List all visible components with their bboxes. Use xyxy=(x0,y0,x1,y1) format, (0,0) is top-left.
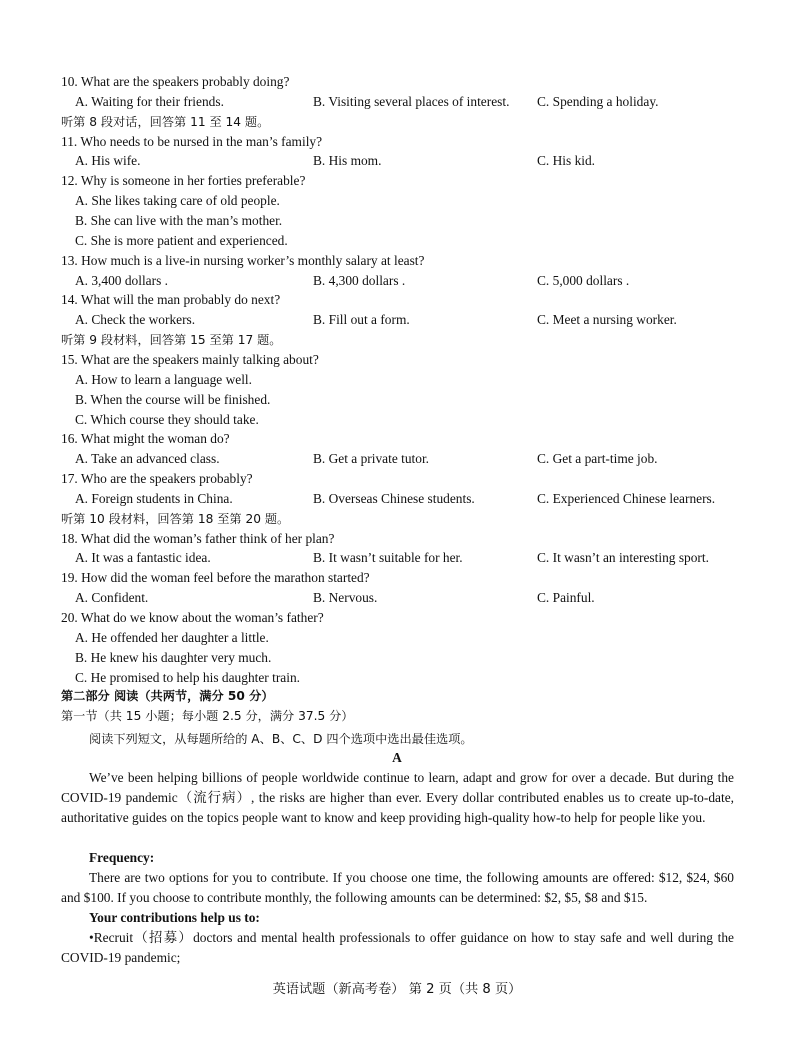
options-row xyxy=(0,449,794,469)
options-row xyxy=(0,489,794,509)
options-row xyxy=(0,548,794,568)
answer-option: C. His kid. xyxy=(537,153,596,169)
question-stem: 13. How much is a live-in nursing worker’s monthly salary at least? xyxy=(61,252,425,268)
section-instruction-line xyxy=(0,330,794,350)
question-stem-line xyxy=(0,72,794,92)
question-stem-line xyxy=(0,132,794,152)
options-row xyxy=(0,410,794,430)
contributions-heading: Your contributions help us to: xyxy=(89,910,260,925)
contribution-bullet-1: •Recruit（招募）doctors and mental health professionals to offer guidance on how to stay safe and well during the COVID-19 pandemic; xyxy=(61,930,734,965)
answer-option: A. Take an advanced class. xyxy=(75,451,220,467)
answer-option: B. It wasn’t suitable for her. xyxy=(313,550,463,566)
directions-line xyxy=(0,729,794,749)
answer-option: B. Overseas Chinese students. xyxy=(313,490,475,506)
passage-paragraph-2: There are two options for you to contribute. If you choose one time, the following amounts are offered: $12, $24, $60 and $100. If you choose to contribute monthly, the following amounts can be determined: $2, $5, $8 and $15. xyxy=(61,870,734,905)
part2-title: 第二部分 阅读（共两节，满分 50 分） xyxy=(61,689,274,703)
answer-option: B. Fill out a form. xyxy=(313,312,410,328)
options-row xyxy=(0,211,794,231)
frequency-heading: Frequency: xyxy=(89,850,155,865)
options-row xyxy=(0,231,794,251)
options-row xyxy=(0,628,794,648)
section-instruction: 听第 9 段材料，回答第 15 至第 17 题。 xyxy=(61,333,282,348)
reading-directions: 阅读下列短文，从每题所给的 A、B、C、D 四个选项中选出最佳选项。 xyxy=(89,732,473,746)
question-stem: 16. What might the woman do? xyxy=(61,431,230,447)
question-stem: 18. What did the woman’s father think of her plan? xyxy=(61,530,335,546)
answer-option: B. When the course will be finished. xyxy=(75,391,271,407)
section-instruction-line xyxy=(0,509,794,529)
question-stem-line xyxy=(0,568,794,588)
answer-option: A. How to learn a language well. xyxy=(75,371,252,387)
question-stem-line xyxy=(0,171,794,191)
question-stem-line xyxy=(0,350,794,370)
question-stem: 10. What are the speakers probably doing? xyxy=(61,74,290,89)
options-row xyxy=(0,92,794,112)
question-stem-line xyxy=(0,469,794,489)
answer-option: A. Foreign students in China. xyxy=(75,490,233,506)
options-row xyxy=(0,370,794,390)
answer-option: A. His wife. xyxy=(75,153,141,169)
question-stem: 17. Who are the speakers probably? xyxy=(61,471,253,486)
question-stem-line xyxy=(0,251,794,271)
answer-option: C. Get a part-time job. xyxy=(537,451,658,467)
question-stem: 14. What will the man probably do next? xyxy=(61,292,281,308)
answer-option: C. Spending a holiday. xyxy=(537,93,659,109)
passage-paragraph-1: We’ve been helping billions of people worldwide continue to learn, adapt and grow for over a decade. But during the COVID-19 pandemic（流行病）, the risks are higher than ever. Every dollar contributed enables us to create up-to-date, authoritative guides on the topics people want to know and keep providing high-quality how-to help for people like you. xyxy=(61,770,734,825)
answer-option: A. It was a fantastic idea. xyxy=(75,550,211,566)
options-row xyxy=(0,390,794,410)
answer-option: B. His mom. xyxy=(313,153,382,169)
options-row xyxy=(0,271,794,291)
section1-info: 第一节（共 15 小题；每小题 2.5 分，满分 37.5 分） xyxy=(61,709,354,723)
page-footer: 英语试题（新高考卷） 第 2 页（共 8 页） xyxy=(272,982,522,997)
answer-option: B. She can live with the man’s mother. xyxy=(75,212,283,228)
section-instruction: 听第 8 段对话，回答第 11 至 14 题。 xyxy=(61,114,270,129)
answer-option: A. He offended her daughter a little. xyxy=(75,629,269,645)
options-row xyxy=(0,151,794,171)
part2-title-line xyxy=(0,686,794,706)
answer-option: C. She is more patient and experienced. xyxy=(75,232,288,248)
answer-option: A. She likes taking care of old people. xyxy=(75,193,280,209)
answer-option: C. 5,000 dollars . xyxy=(537,272,630,288)
answer-option: A. Check the workers. xyxy=(75,312,196,328)
options-row xyxy=(0,648,794,668)
options-row xyxy=(0,191,794,211)
question-stem: 11. Who needs to be nursed in the man’s family? xyxy=(61,133,323,149)
answer-option: C. Experienced Chinese learners. xyxy=(537,490,716,506)
answer-option: B. Get a private tutor. xyxy=(313,451,430,467)
answer-option: C. It wasn’t an interesting sport. xyxy=(537,550,709,566)
section-instruction-line xyxy=(0,112,794,132)
question-stem: 20. What do we know about the woman’s father? xyxy=(61,610,324,625)
section1-line xyxy=(0,706,794,726)
options-row xyxy=(0,310,794,330)
options-row xyxy=(0,668,794,688)
section-instruction: 听第 10 段材料，回答第 18 至第 20 题。 xyxy=(61,511,290,526)
passage-label: A xyxy=(392,750,402,765)
question-stem-line xyxy=(0,290,794,310)
answer-option: C. Painful. xyxy=(537,590,595,606)
answer-option: A. Waiting for their friends. xyxy=(75,93,224,109)
question-stem: 15. What are the speakers mainly talking about? xyxy=(61,351,319,367)
answer-option: A. Confident. xyxy=(75,590,149,606)
question-stem: 12. Why is someone in her forties preferable? xyxy=(61,173,306,189)
answer-option: B. He knew his daughter very much. xyxy=(75,649,272,665)
answer-option: A. 3,400 dollars . xyxy=(75,272,168,288)
answer-option: B. 4,300 dollars . xyxy=(313,272,406,288)
options-row xyxy=(0,588,794,608)
question-stem: 19. How did the woman feel before the marathon started? xyxy=(61,570,370,586)
answer-option: C. Which course they should take. xyxy=(75,411,259,427)
answer-option: B. Nervous. xyxy=(313,590,378,606)
question-stem-line xyxy=(0,529,794,549)
answer-option: C. He promised to help his daughter train. xyxy=(75,669,300,685)
answer-option: B. Visiting several places of interest. xyxy=(313,93,510,109)
answer-option: C. Meet a nursing worker. xyxy=(537,312,677,328)
question-stem-line xyxy=(0,608,794,628)
question-stem-line xyxy=(0,429,794,449)
